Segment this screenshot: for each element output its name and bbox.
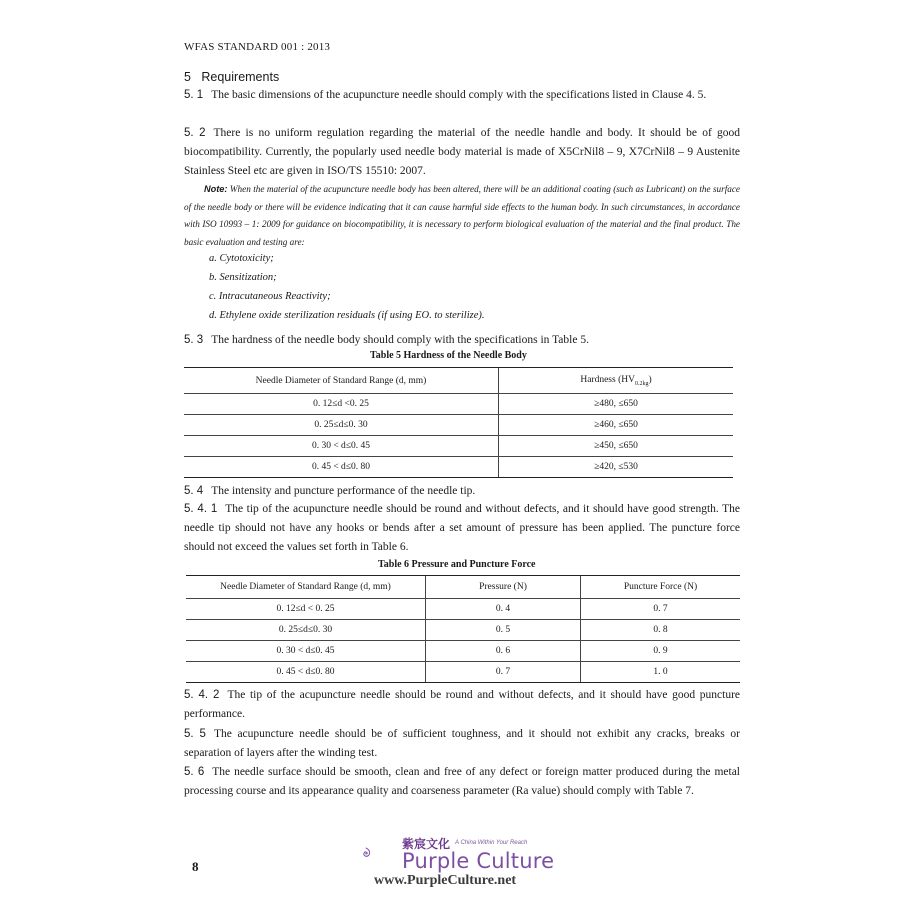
clause-number: 5. 4 — [184, 485, 204, 497]
clause-text: The basic dimensions of the acupuncture needle should comply with the specifications listed in Clause 4. 5. — [211, 89, 707, 101]
clause-text: The tip of the acupuncture needle should be round and without defects, and it should have good puncture performance. — [184, 689, 741, 720]
table-row — [184, 415, 733, 436]
table-cell: 1. 0 — [581, 662, 741, 683]
table-header-row — [184, 368, 733, 394]
table-cell: 0. 7 — [426, 662, 581, 683]
table-cell: 0. 30 < d≤0. 45 — [186, 641, 426, 662]
note-text: When the material of the acupuncture needle body has been altered, there will be an additional coating (such as Lubricant) on the surface of the needle body or there will be evidence indicating that it can cause harmful side effects to the human body. In such circumstances, in accordance with ISO 10993 – 1: 2009 for guidance on biocompatibility, it is necessary to perform biological evaluation of the material and the final product. The basic evaluation and testing are: — [184, 184, 741, 247]
clause-number: 5. 1 — [184, 89, 204, 101]
table-cell: 0. 45 < d≤0. 80 — [184, 457, 499, 478]
list-item: b. Sensitization; — [209, 272, 277, 283]
clause-text: The hardness of the needle body should comply with the specifications in Table 5. — [211, 334, 589, 346]
paragraph-5-4 — [184, 482, 740, 501]
table6-caption: Table 6 Pressure and Puncture Force — [378, 559, 536, 570]
page-number: 8 — [192, 859, 199, 874]
table-cell: ≥420, ≤530 — [499, 457, 734, 478]
running-head: WFAS STANDARD 001 : 2013 — [184, 41, 331, 53]
clause-number: 5. 2 — [184, 127, 206, 139]
table-header-row — [186, 576, 740, 599]
table-cell: ≥460, ≤650 — [499, 415, 734, 436]
table-cell: 0. 7 — [581, 599, 741, 620]
clause-text: The acupuncture needle should be of sufficient toughness, and it should not exhibit any cracks, breaks or separation of layers after the winding test. — [184, 728, 740, 759]
table-row — [184, 457, 733, 478]
table-cell: 0. 25≤d≤0. 30 — [184, 415, 499, 436]
watermark-url: www.PurpleCulture.net — [374, 873, 517, 888]
clause-text: The tip of the acupuncture needle should be round and without defects, and it should have good strength. The needle tip should not have any hooks or bends after a set amount of pressure has been applied. The puncture force should not exceed the values set forth in Table 6. — [184, 503, 740, 553]
list-item: d. Ethylene oxide sterilization residuals (if using EO. to sterilize). — [209, 310, 485, 321]
table-row — [186, 641, 740, 662]
table-cell: 0. 5 — [426, 620, 581, 641]
paragraph-5-2 — [184, 124, 740, 181]
table-row — [184, 394, 733, 415]
watermark-brand-name: Purple Culture — [402, 849, 555, 873]
table-cell: 0. 12≤d < 0. 25 — [186, 599, 426, 620]
clause-number: 5. 6 — [184, 766, 205, 778]
table-cell: 0. 30 < d≤0. 45 — [184, 436, 499, 457]
table-header-cell: Needle Diameter of Standard Range (d, mm) — [184, 368, 499, 394]
table-header-cell: Hardness $(HV_{0.2kg})$ — [499, 368, 734, 394]
clause-text: The needle surface should be smooth, clean and free of any defect or foreign matter produced during the metal processing course and its appearance quality and coarseness parameter (Ra value) should comply with Table 7. — [184, 766, 740, 797]
paragraph-5-1 — [184, 86, 740, 105]
table-cell: 0. 9 — [581, 641, 741, 662]
note-label: Note: — [204, 184, 228, 194]
clause-number: 5. 4. 2 — [184, 689, 220, 701]
table-row — [186, 662, 740, 683]
table-header-cell: Puncture Force (N) — [581, 576, 741, 599]
list-item: a. Cytotoxicity; — [209, 253, 274, 264]
table6 — [186, 575, 740, 683]
purple-culture-logo-icon — [362, 832, 402, 876]
section-number: 5 — [184, 70, 191, 84]
watermark-tagline: A China Within Your Reach — [455, 840, 528, 846]
table-header-cell: Needle Diameter of Standard Range (d, mm) — [186, 576, 426, 599]
table-row — [186, 620, 740, 641]
table-row — [184, 436, 733, 457]
watermark-chinese-text: 紫宸文化 — [402, 837, 451, 851]
clause-number: 5. 5 — [184, 728, 206, 740]
clause-text: The intensity and puncture performance of the needle tip. — [211, 485, 476, 497]
table-header-cell: Pressure (N) — [426, 576, 581, 599]
list-item: c. Intracutaneous Reactivity; — [209, 291, 331, 302]
table-cell: 0. 12≤d <0. 25 — [184, 394, 499, 415]
paragraph-5-4-2 — [184, 686, 740, 724]
table5 — [184, 367, 733, 478]
clause-text: There is no uniform regulation regarding the material of the needle handle and body. It should be of good biocompatibility. Currently, the popularly used needle body material is made of X5CrNil8 – 9, X7CrNil8 – 9 Austenite Stainless Steel etc are given in ISO/TS 15510: 2007. — [184, 127, 741, 177]
table-cell: 0. 6 — [426, 641, 581, 662]
section-title — [184, 70, 279, 84]
paragraph-5-4-1 — [184, 500, 740, 557]
paragraph-5-3 — [184, 331, 740, 350]
evaluation-list — [209, 249, 485, 325]
paragraph-5-6 — [184, 763, 740, 801]
clause-number: 5. 3 — [184, 334, 204, 346]
table-cell: 0. 8 — [581, 620, 741, 641]
note-block — [184, 181, 740, 251]
table5-caption: Table 5 Hardness of the Needle Body — [370, 350, 527, 361]
table-cell: 0. 45 < d≤0. 80 — [186, 662, 426, 683]
paragraph-5-5 — [184, 725, 740, 763]
table-cell: 0. 25≤d≤0. 30 — [186, 620, 426, 641]
section-title-text: Requirements — [201, 70, 280, 84]
table-cell: 0. 4 — [426, 599, 581, 620]
table-row — [186, 599, 740, 620]
table-cell: ≥450, ≤650 — [499, 436, 734, 457]
table-cell: ≥480, ≤650 — [499, 394, 734, 415]
clause-number: 5. 4. 1 — [184, 503, 218, 515]
